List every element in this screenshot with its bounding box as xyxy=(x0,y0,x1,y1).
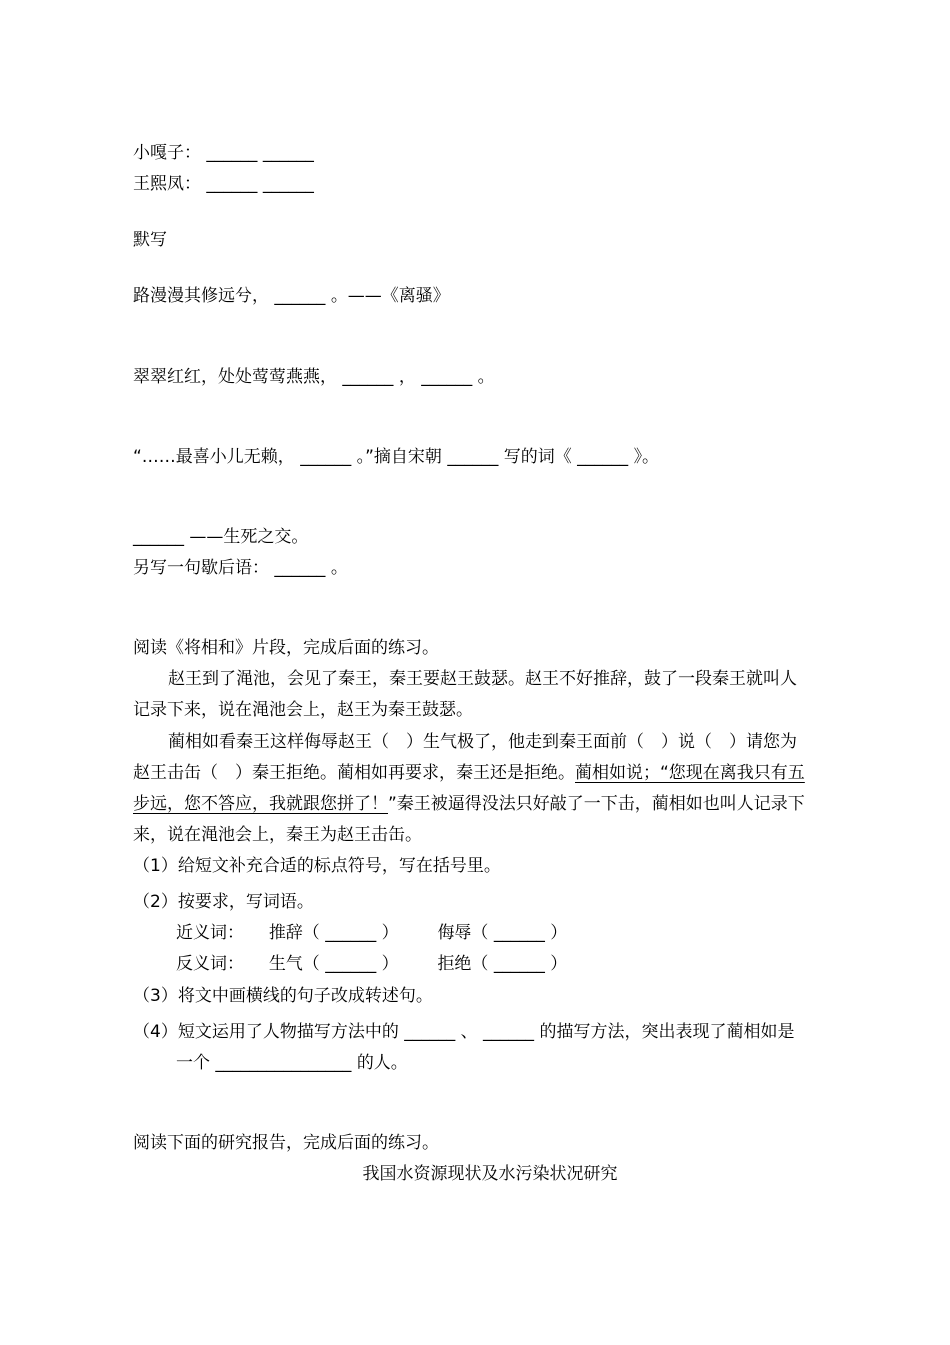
label-wangxifeng: 王熙凤： xyxy=(133,174,201,194)
answer-blank[interactable]: ______ xyxy=(206,174,258,194)
character-line-xiaogazi xyxy=(133,142,314,164)
label-xiaogazi: 小嘎子： xyxy=(133,143,201,163)
underlined-sentence: 蔺相如说；“您现在离我只有五 xyxy=(575,763,805,783)
answer-blank[interactable]: ______ xyxy=(274,558,326,578)
passage-line: 赵王到了渑池，会见了秦王，秦王要赵王鼓瑟。赵王不好推辞，鼓了一段秦王就叫人 xyxy=(168,669,797,689)
answer-blank[interactable]: ______ xyxy=(342,367,394,387)
character-line-wangxifeng xyxy=(133,173,314,195)
answer-blank[interactable]: ______ xyxy=(133,527,184,547)
question-3: （3）将文中画横线的句子改成转述句。 xyxy=(133,986,433,1006)
passage-line: 赵王击缶（ ）秦王拒绝。蔺相如再要求，秦王还是拒绝。蔺相如说；“您现在离我只有五 xyxy=(133,763,805,783)
reading1-intro: 阅读《将相和》片段，完成后面的练习。 xyxy=(133,638,439,658)
answer-blank[interactable]: ______ xyxy=(325,923,377,943)
passage-line: 蔺相如看秦王这样侮辱赵王（ ）生气极了，他走到秦王面前（ ）说（ ）请您为 xyxy=(168,732,797,752)
dictation-question-2: 翠翠红红，处处莺莺燕燕， ______ ， ______ 。 xyxy=(133,367,495,387)
question-4: （4）短文运用了人物描写方法中的 ______ 、 ______ 的描写方法，突出表现了蔺相如是 xyxy=(133,1022,795,1042)
dictation-question-1: 路漫漫其修远兮， ______ 。——《离骚》 xyxy=(133,286,450,306)
underlined-sentence: 步远，您不答应，我就跟您拼了！ xyxy=(133,794,388,814)
dictation-question-3: “……最喜小儿无赖， ______ 。”摘自宋朝 ______ 写的词《 ______ 》。 xyxy=(133,447,660,467)
answer-blank[interactable]: ______ xyxy=(483,1022,535,1042)
passage-line: 记录下来，说在渑池会上，赵王为秦王鼓瑟。 xyxy=(133,700,473,720)
answer-blank[interactable]: ______ xyxy=(404,1022,456,1042)
question-2: （2）按要求，写词语。 xyxy=(133,892,314,912)
antonym-label: 反义词： xyxy=(176,954,244,974)
passage-line: 来，说在渑池会上，秦王为赵王击缶。 xyxy=(133,825,422,845)
synonym-row: 近义词： 推辞（ ______ ） 侮辱（ ______ ） xyxy=(176,923,568,943)
answer-blank[interactable]: ______ xyxy=(325,954,377,974)
synonym-label: 近义词： xyxy=(176,923,244,943)
answer-blank[interactable]: ______ xyxy=(262,143,314,163)
answer-blank[interactable]: ______ xyxy=(262,174,314,194)
answer-blank[interactable]: ______ xyxy=(493,954,545,974)
answer-blank-long[interactable]: ________________ xyxy=(215,1053,352,1073)
dictation-question-5: 另写一句歇后语： ______ 。 xyxy=(133,558,348,578)
answer-blank[interactable]: ______ xyxy=(447,447,499,467)
answer-blank[interactable]: ______ xyxy=(421,367,473,387)
question-1: （1）给短文补充合适的标点符号，写在括号里。 xyxy=(133,856,501,876)
answer-blank[interactable]: ______ xyxy=(300,447,352,467)
report-title: 我国水资源现状及水污染状况研究 xyxy=(362,1164,618,1184)
antonym-row: 反义词： 生气（ ______ ） 拒绝（ ______ ） xyxy=(176,954,568,974)
answer-blank[interactable]: ______ xyxy=(274,286,326,306)
dictation-question-4: ______ ——生死之交。 xyxy=(133,527,309,547)
answer-blank[interactable]: ______ xyxy=(577,447,629,467)
question-4-continued: 一个 ________________ 的人。 xyxy=(176,1053,408,1073)
section-heading-dictation: 默写 xyxy=(133,230,167,250)
passage-line: 步远，您不答应，我就跟您拼了！”秦王被逼得没法只好敲了一下击，蔺相如也叫人记录下 xyxy=(133,794,805,814)
answer-blank[interactable]: ______ xyxy=(206,143,258,163)
reading2-intro: 阅读下面的研究报告，完成后面的练习。 xyxy=(133,1133,439,1153)
answer-blank[interactable]: ______ xyxy=(493,923,545,943)
